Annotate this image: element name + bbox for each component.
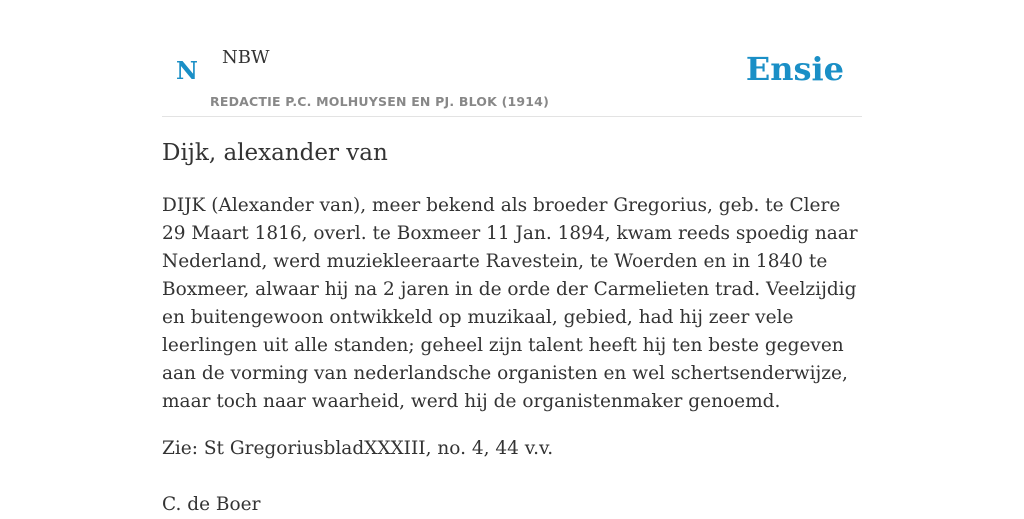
source-name[interactable]: NBW xyxy=(222,47,270,68)
article-body: DIJK (Alexander van), meer bekend als broeder Gregorius, geb. te Clere 29 Maart 1816, overl. te Boxmeer 11 Jan. 1894, kwam reeds spoedig naar Nederland, werd muziekleeraarte Ravestein, te Woerden en in 1840 te Boxmeer, alwaar hij na 2 jaren in de orde der Carmelieten trad. Veelzijdig en buitengewoon ontwikkeld op muzikaal, gebied, had hij zeer vele leerlingen uit alle standen; geheel zijn talent heeft hij ten beste gegeven aan de vorming van nederlandsche organisten en wel schertsenderwijze, maar toch naar waarheid, werd hij de organistenmaker genoemd. xyxy=(162,195,858,412)
source-editors: REDACTIE P.C. MOLHUYSEN EN PJ. BLOK (1914) xyxy=(210,94,549,109)
ensie-logo[interactable]: Ensie xyxy=(745,50,844,88)
page xyxy=(162,0,862,515)
article-reference: Zie: St GregoriusbladXXXIII, no. 4, 44 v.v. xyxy=(162,438,554,459)
article-title: Dijk, alexander van xyxy=(162,140,388,166)
article-author: C. de Boer xyxy=(162,494,261,515)
source-badge-icon: N xyxy=(176,56,198,85)
source-header xyxy=(162,0,862,117)
